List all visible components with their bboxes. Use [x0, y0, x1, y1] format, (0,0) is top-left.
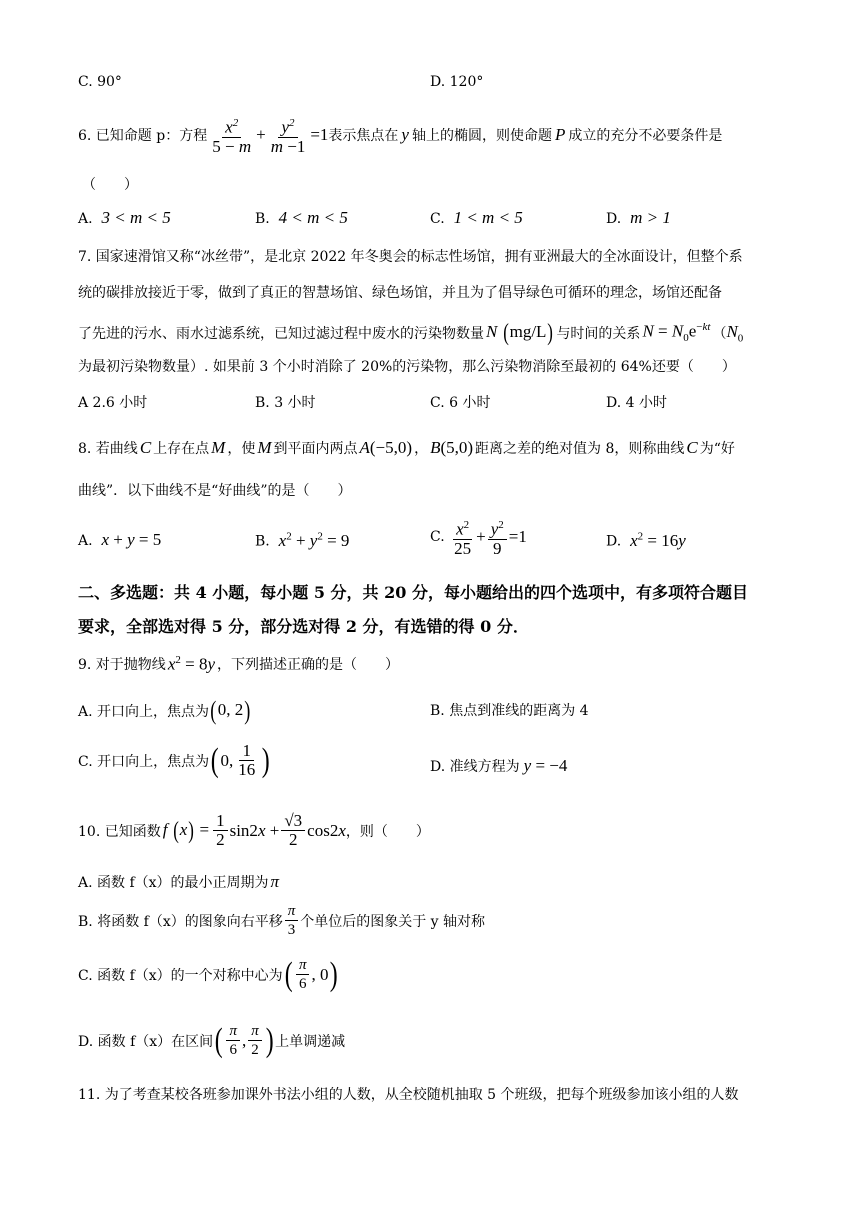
q10-option-a: A. 函数 f（x）的最小正周期为 π	[78, 872, 280, 891]
q6-stem-d: 成立的充分不必要条件是	[568, 127, 723, 144]
q7-line-3: 了先进的污水、雨水过滤系统，已知过滤过程中废水的污染物数量 N (mg/L) 与时间的关系 $N = N_0e^{-kt}$ （ $N_0$	[78, 320, 744, 346]
q9-option-a: A. 开口向上，焦点为 (0, 2)	[78, 696, 251, 725]
q8-line-2: 曲线”．以下曲线不是“好曲线”的是（ ）	[78, 483, 352, 499]
q8-option-c: C. $\frac{x^2}{25}$ + $\frac{y^2}{9}$ =1	[430, 516, 527, 558]
q7-option-d: D. 4 小时	[606, 395, 667, 411]
q6-bracket: （ ）	[82, 177, 138, 193]
q6-stem-b: 表示焦点在	[328, 127, 399, 144]
q10-option-b: B. 将函数 f（x）的图象向右平移 $\frac{\pi}{3}$ 个单位后的图象关于 y 轴对称	[78, 903, 486, 938]
q9-option-d: D. 准线方程为 y = −4	[430, 756, 568, 775]
q6-stem-a: 6. 已知命题 p：方程	[78, 127, 208, 144]
q10-option-d: D. 函数 f（x）在区间 ( $\frac{\pi}{6}$ , $\frac{\pi}{2}$ ) 上单调递减	[78, 1021, 346, 1059]
q9-option-c: C. 开口向上，焦点为 ( 0, $\frac{1}{16}$ )	[78, 741, 270, 779]
q6-option-c: C. 1 < m < 5	[430, 208, 523, 227]
q6-stem-c: 轴上的椭圆，则使命题	[411, 127, 552, 144]
q9-stem: 9. 对于抛物线 $x^2 = 8y$ ，下列描述正确的是（ ）	[78, 654, 399, 674]
q7-option-a: A 2.6 小时	[78, 395, 148, 411]
q7-option-b: B. 3 小时	[255, 395, 316, 411]
q7-line-2: 统的碳排放接近于零，做到了真正的智慧场馆、绿色场馆，并且为了倡导绿色可循环的理念，场馆还配备	[78, 285, 722, 301]
q8-option-a: A. x + y = 5	[78, 530, 162, 549]
q6-stem: 6. 已知命题 p：方程 $\frac{x^2}{5 - m}$ + $\frac{y^2}{m -1}$ =1 表示焦点在 y 轴上的椭圆，则使命题 P 成立的充分不必要条件是	[78, 114, 722, 156]
q7-option-c: C. 6 小时	[430, 395, 491, 411]
q6-fraction-x: $\frac{x^2}{5 - m}$	[209, 114, 254, 156]
q8-option-b: B. $x^2 + y^2 = 9$	[255, 530, 350, 550]
q5-option-d: D. 120°	[430, 74, 484, 90]
q6-option-a: A. 3 < m < 5	[78, 208, 171, 227]
q8-line-1: 8. 若曲线 C 上存在点 M ，使 M 到平面内两点 A(−5,0) ， B(5,0) 距离之差的绝对值为 8，则称曲线 C 为“好	[78, 438, 735, 457]
q10-option-c: C. 函数 f（x）的一个对称中心为 ( $\frac{\pi}{6}$ , 0 )	[78, 955, 339, 993]
q6-option-b: B. 4 < m < 5	[255, 208, 348, 227]
q7-line-1: 7. 国家速滑馆又称“冰丝带”，是北京 2022 年冬奥会的标志性场馆，拥有亚洲最大的全冰面设计，但整个系	[78, 249, 743, 265]
section-2-heading-line-2: 要求，全部选对得 5 分，部分选对得 2 分，有选错的得 0 分．	[78, 617, 529, 636]
q9-option-b: B. 焦点到准线的距离为 4	[430, 703, 589, 719]
q6-fraction-y: $\frac{y^2}{m -1}$	[268, 114, 309, 156]
section-2-heading-line-1: 二、多选题：共 4 小题，每小题 5 分，共 20 分，每小题给出的四个选项中，有多项符合题目	[78, 583, 748, 602]
q6-option-d: D. m > 1	[606, 208, 671, 227]
q5-option-c: C. 90°	[78, 74, 122, 90]
q11-line-1: 11. 为了考查某校各班参加课外书法小组的人数，从全校随机抽取 5 个班级，把每个班级参加该小组的人数	[78, 1087, 739, 1103]
q10-stem: 10. 已知函数 f (x) = $\frac{1}{2}$ sin2x + $\frac{√3}{2}$ cos2x ，则（ ）	[78, 811, 430, 849]
q8-option-d: D. $x^2 = 16y$	[606, 530, 686, 550]
q7-line-4: 为最初污染物数量）. 如果前 3 个小时消除了 20%的污染物，那么污染物消除至最初的 64%还要（ ）	[78, 359, 736, 375]
